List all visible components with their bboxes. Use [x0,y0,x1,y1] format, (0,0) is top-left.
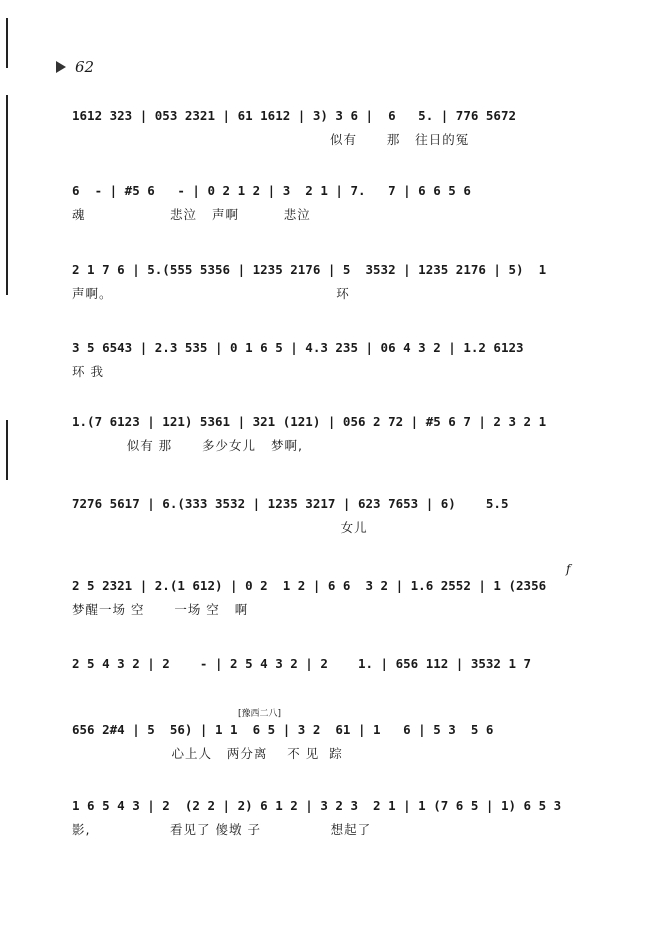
score-line-7 [0,578,655,648]
lyric-line: 声啊。 环 [72,286,350,301]
score-line-1 [0,108,655,178]
lyric-line: 影, 看见了 傻墩 子 想起了 [72,822,372,837]
lyric-line: 似有 那 多少女儿 梦啊, [72,438,303,453]
lyric-line: 心上人 两分离 不 见 踪 [72,746,343,761]
lyric-line: 梦醒一场 空 一场 空 啊 [72,602,249,617]
notation-line: 2 5 4 3 2 | 2 - | 2 5 4 3 2 | 2 1. | 656 112 | 3532 1 7 [72,656,532,671]
notation-line: 656 2#4 | 5 56) | 1 1 6 5 | 3 2 61 | 1 6 | 5 3 5 6 [72,722,494,737]
score-line-8 [0,656,655,726]
lyric-line: 似有 那 往日的冤 [330,132,470,147]
notation-line: 3 5 6543 | 2.3 535 | 0 1 6 5 | 4.3 235 | 06 4 3 2 | 1.2 6123 [72,340,524,355]
score-line-10 [0,798,655,868]
score-line-3 [0,262,655,332]
score-line-9 [0,722,655,792]
notation-line: 6 - | #5 6 - | 0 2 1 2 | 3 2 1 | 7. 7 | 6 6 5 6 [72,183,471,198]
score-line-5 [0,414,655,484]
section-tag: [豫西二八] [238,709,282,719]
notation-line: 2 1 7 6 | 5.(555 5356 | 1235 2176 | 5 3532 | 1235 2176 | 5) 1 [72,262,547,277]
notation-line: 1612 323 | 053 2321 | 61 1612 | 3) 3 6 | 6 5. | 776 5672 [72,108,517,123]
notation-line: 2 5 2321 | 2.(1 612) | 0 2 1 2 | 6 6 3 2 | 1.6 2552 | 1 (2356 [72,578,547,593]
page-edge-line-top [6,18,8,68]
lyric-line: 魂 悲泣 声啊 悲泣 [72,207,311,222]
dynamic-marking: f [566,562,571,576]
lyric-line: 女儿 [72,520,368,535]
score-line-6 [0,496,655,566]
notation-line: 7276 5617 | 6.(333 3532 | 1235 3217 | 623 7653 | 6) 5.5 [72,496,509,511]
notation-line: 1 6 5 4 3 | 2 (2 2 | 2) 6 1 2 | 3 2 3 2 1 | 1 (7 6 5 | 1) 6 5 3 [72,798,562,813]
lyric-line: 环 我 [72,364,104,379]
page-number: 62 [75,58,95,76]
page-ornament-icon [55,60,67,74]
score-line-4 [0,340,655,410]
score-line-2 [0,183,655,253]
notation-line: 1.(7 6123 | 121) 5361 | 321 (121) | 056 2 72 | #5 6 7 | 2 3 2 1 [72,414,547,429]
